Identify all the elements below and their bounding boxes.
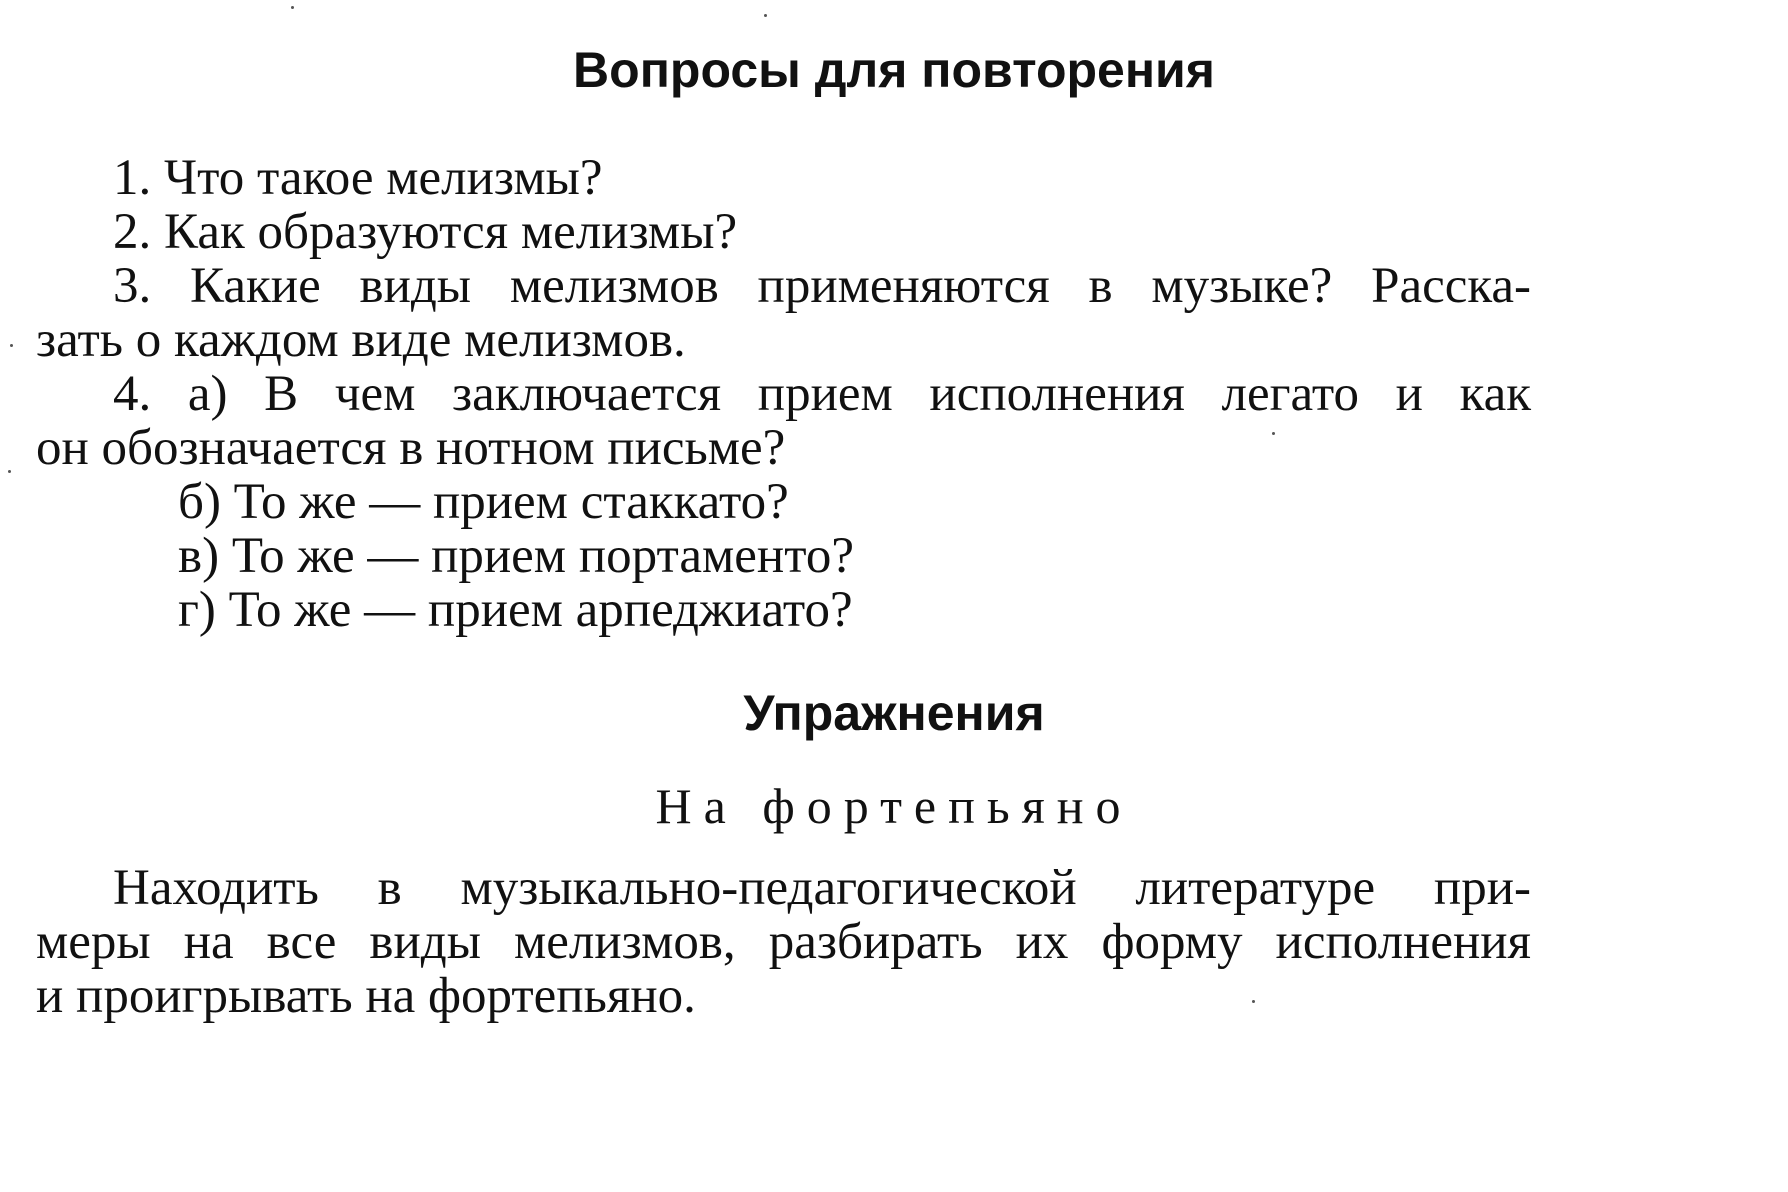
scan-speck	[8, 470, 11, 473]
review-questions-heading: Вопросы для повторения	[573, 42, 1215, 98]
exercise-text-line-3: и проигрывать на фортепьяно.	[36, 968, 696, 1024]
scan-speck	[764, 14, 767, 17]
scan-speck	[10, 344, 13, 347]
question-3-line-2: зать о каждом виде мелизмов.	[36, 312, 686, 368]
scan-speck	[291, 6, 294, 9]
question-1: 1. Что такое мелизмы?	[113, 150, 603, 206]
question-2: 2. Как образуются мелизмы?	[113, 204, 738, 260]
question-4-item-v: в) То же — прием портаменто?	[178, 528, 854, 584]
exercise-text-line-1: Находить в музыкально-педагогической литературе при-	[113, 860, 1531, 916]
scan-speck	[1272, 432, 1275, 435]
exercises-subheading: На фортепьяно	[655, 778, 1133, 834]
question-4-line-2: он обозначается в нотном письме?	[36, 420, 786, 476]
exercises-heading: Упражнения	[743, 685, 1045, 741]
question-4-line-1: 4. а) В чем заключается прием исполнения легато и как	[113, 366, 1531, 422]
scan-speck	[1252, 1000, 1255, 1003]
question-3-line-1: 3. Какие виды мелизмов применяются в музыке? Расска-	[113, 258, 1531, 314]
exercise-text-line-2: меры на все виды мелизмов, разбирать их форму исполнения	[36, 914, 1531, 970]
question-4-item-g: г) То же — прием арпеджиато?	[178, 582, 853, 638]
question-4-item-b: б) То же — прием стаккато?	[178, 474, 789, 530]
